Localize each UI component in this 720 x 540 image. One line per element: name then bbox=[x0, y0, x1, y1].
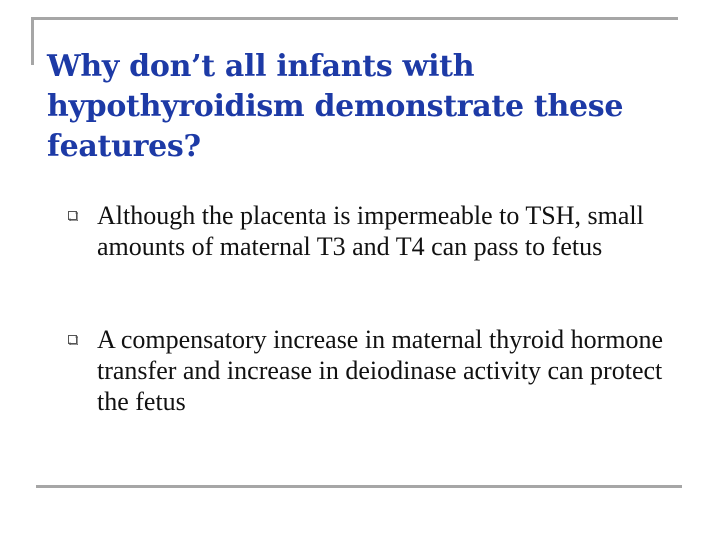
frame-left-rule bbox=[31, 17, 34, 65]
bullet-text: Although the placenta is impermeable to TSH, small amounts of maternal T3 and T4 can pass to fetus bbox=[97, 201, 644, 261]
bullet-text: A compensatory increase in maternal thyroid hormone transfer and increase in deiodinase activity can protect the fetus bbox=[97, 325, 664, 416]
bullet-item bbox=[68, 324, 668, 417]
checkbox-bullet-icon bbox=[68, 211, 78, 221]
slide-title: Why don’t all infants with hypothyroidism demonstrate these features? bbox=[47, 49, 624, 164]
bullet-item bbox=[68, 200, 668, 262]
bullet-list bbox=[68, 200, 668, 417]
frame-top-rule bbox=[31, 17, 678, 20]
checkbox-bullet-icon bbox=[68, 335, 78, 345]
frame-bottom-rule bbox=[36, 485, 682, 488]
